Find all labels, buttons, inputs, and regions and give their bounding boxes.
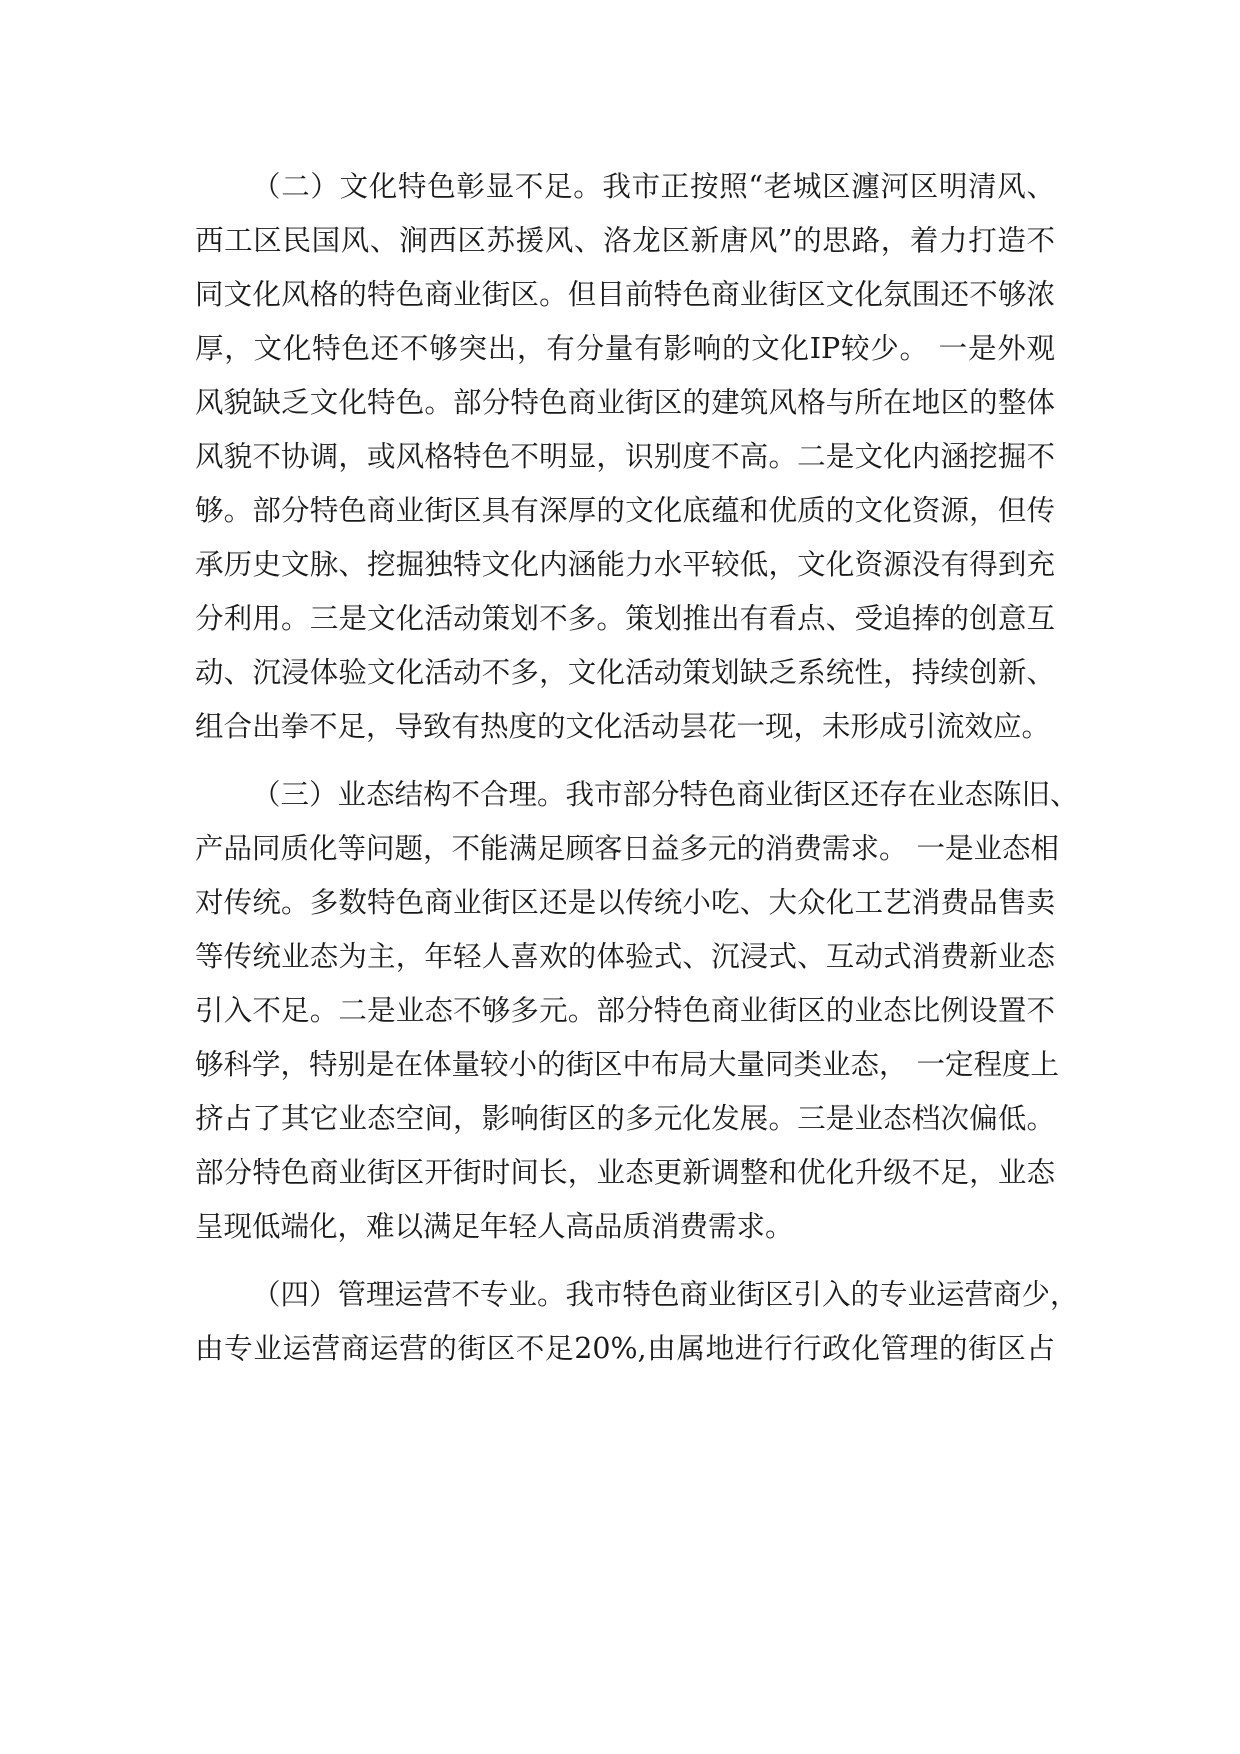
text-line: 挤占了其它业态空间，影响街区的多元化发展。三是业态档次偏低。 <box>195 1102 1055 1135</box>
paragraph-gap <box>195 754 1055 768</box>
text-line: 等传统业态为主，年轻人喜欢的体验式、沉浸式、互动式消费新业态 <box>195 940 1055 973</box>
text-line: 动、沉浸体验文化活动不多，文化活动策划缺乏系统性，持续创新、 <box>195 656 1055 689</box>
paragraph-gap <box>195 1254 1055 1268</box>
paragraph-management <box>195 1268 1079 1376</box>
text-line: 产品同质化等问题，不能满足顾客日益多元的消费需求。 一是业态相 <box>195 832 1060 865</box>
text-line: 风貌不协调，或风格特色不明显，识别度不高。二是文化内涵挖掘不 <box>195 440 1055 473</box>
text-line: 厚，文化特色还不够突出，有分量有影响的文化IP较少。 一是外观 <box>195 332 1055 365</box>
text-line: 对传统。多数特色商业街区还是以传统小吃、大众化工艺消费品售卖 <box>195 886 1055 919</box>
text-line: 同文化风格的特色商业街区。但目前特色商业街区文化氛围还不够浓 <box>195 278 1055 311</box>
text-line: 西工区民国风、涧西区苏援风、洛龙区新唐风”的思路，着力打造不 <box>195 224 1055 257</box>
document-body <box>195 160 1079 1376</box>
text-line: 由专业运营商运营的街区不足20%,由属地进行行政化管理的街区占 <box>195 1332 1055 1365</box>
text-line: 组合出拳不足，导致有热度的文化活动昙花一现，未形成引流效应。 <box>195 710 1051 743</box>
text-line: 部分特色商业街区开街时间长，业态更新调整和优化升级不足，业态 <box>195 1156 1055 1189</box>
text-line: 够科学，特别是在体量较小的街区中布局大量同类业态， 一定程度上 <box>195 1048 1060 1081</box>
text-line: 呈现低端化，难以满足年轻人高品质消费需求。 <box>195 1210 794 1243</box>
text-line: （三）业态结构不合理。我市部分特色商业街区还存在业态陈旧、 <box>252 778 1079 811</box>
text-line: （二）文化特色彰显不足。我市正按照“老城区瀍河区明清风、 <box>252 170 1055 203</box>
text-line: 分利用。三是文化活动策划不多。策划推出有看点、受追捧的创意互 <box>195 602 1055 635</box>
text-line: 风貌缺乏文化特色。部分特色商业街区的建筑风格与所在地区的整体 <box>195 386 1055 419</box>
paragraph-culture <box>195 160 1055 754</box>
paragraph-business-structure <box>195 768 1079 1254</box>
text-line: 够。部分特色商业街区具有深厚的文化底蕴和优质的文化资源，但传 <box>195 494 1055 527</box>
text-line: 引入不足。二是业态不够多元。部分特色商业街区的业态比例设置不 <box>195 994 1055 1027</box>
text-line: 承历史文脉、挖掘独特文化内涵能力水平较低，文化资源没有得到充 <box>195 548 1055 581</box>
text-line: （四）管理运营不专业。我市特色商业街区引入的专业运营商少， <box>252 1278 1079 1311</box>
